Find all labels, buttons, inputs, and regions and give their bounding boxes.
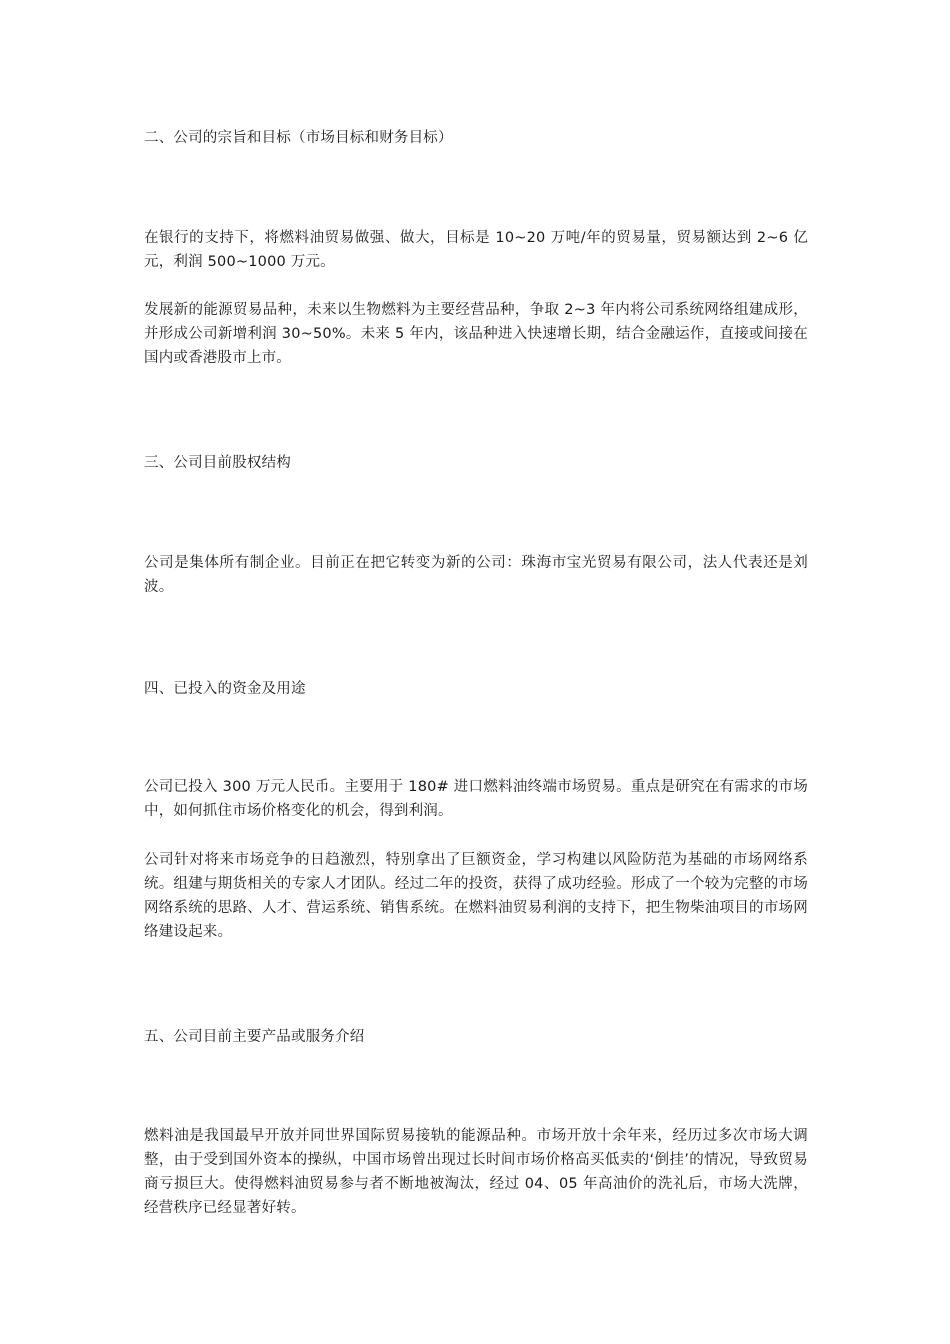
section-heading-goals: 二、公司的宗旨和目标（市场目标和财务目标） (144, 130, 453, 146)
paragraph-investment-2: 公司针对将来市场竞争的日趋激烈，特别拿出了巨额资金，学习构建以风险防范为基础的市场网络系统。组建与期货相关的专家人才团队。经过二年的投资，获得了成功经验。形成了一个较为完整的市场网络系统的思路、人才、营运系统、销售系统。在燃料油贸易利润的支持下，把生物柴油项目的市场网络建设起来。 (144, 852, 808, 940)
section-heading-products: 五、公司目前主要产品或服务介绍 (144, 1029, 365, 1045)
section-heading-equity: 三、公司目前股权结构 (144, 455, 291, 471)
paragraph-products-1: 燃料油是我国最早开放并同世界国际贸易接轨的能源品种。市场开放十余年来，经历过多次市场大调整，由于受到国外资本的操纵，中国市场曾出现过长时间市场价格高买低卖的‘倒挂’的情况，导致贸易商亏损巨大。使得燃料油贸易参与者不断地被淘汰，经过 04、05 年高油价的洗礼后，市场大洗牌，经营秩序已经显著好转。 (144, 1128, 808, 1216)
paragraph-goals-1: 在银行的支持下，将燃料油贸易做强、做大，目标是 10~20 万吨/年的贸易量，贸易额达到 2~6 亿元，利润 500~1000 万元。 (144, 230, 808, 270)
paragraph-investment-1: 公司已投入 300 万元人民币。主要用于 180# 进口燃料油终端市场贸易。重点是研究在有需求的市场中，如何抓住市场价格变化的机会，得到利润。 (144, 779, 808, 819)
section-heading-investment: 四、已投入的资金及用途 (144, 681, 306, 697)
paragraph-goals-2: 发展新的能源贸易品种，未来以生物燃料为主要经营品种，争取 2~3 年内将公司系统网络组建成形，并形成公司新增利润 30~50%。未来 5 年内，该品种进入快速增长期，结合金融运作，直接或间接在国内或香港股市上市。 (144, 302, 808, 366)
paragraph-equity-1: 公司是集体所有制企业。目前正在把它转变为新的公司：珠海市宝光贸易有限公司，法人代表还是刘波。 (144, 555, 808, 595)
